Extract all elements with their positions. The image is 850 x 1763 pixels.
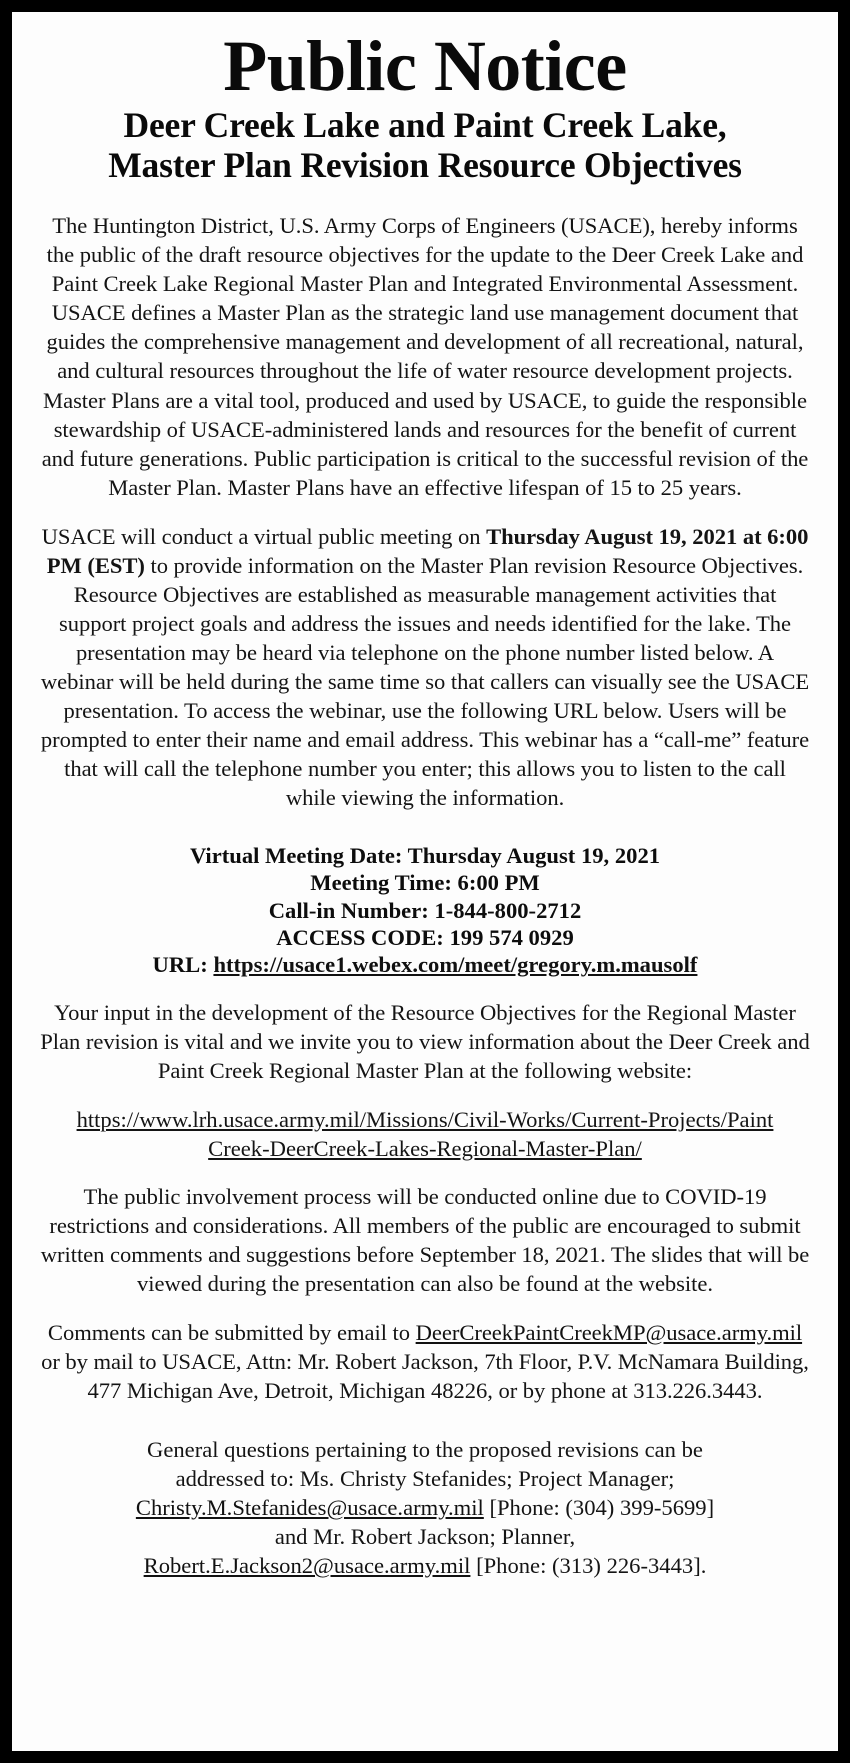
paragraph-input-invite: Your input in the development of the Resource Objectives for the Regional Master Plan revision is vital and we invite you to view information about the Deer Creek and Paint Creek Regional Master Plan at the following website: [40,999,810,1083]
meeting-callin-number-line: Call-in Number: 1-844-800-2712 [268,897,582,923]
project-manager-email-link[interactable]: Christy.M.Stefanides@usace.army.mil [135,1495,484,1521]
paragraph-meeting-info [38,522,812,812]
paragraph-comments-submission [38,1318,812,1405]
meeting-date-line: Virtual Meeting Date: Thursday August 19, 2021 [189,842,661,868]
project-website-url-line-1[interactable]: https://www.lrh.usace.army.mil/Missions/Civil-Works/Current-Projects/Paint [76,1106,774,1132]
contacts-intro-line-2: addressed to: Ms. Christy Stefanides; Project Manager; [175,1466,675,1491]
project-manager-phone: [Phone: (304) 399-5699] [483,1495,715,1521]
page-subtitle-line-2: Master Plan Revision Resource Objectives [108,144,742,185]
general-questions-contacts [38,1435,812,1580]
contact-project-manager-line [38,1493,812,1522]
project-website-url-block[interactable] [38,1105,812,1163]
contacts-intro-line-1: General questions pertaining to the proposed revisions can be [147,1436,703,1462]
planner-email-link[interactable]: Robert.E.Jackson2@usace.army.mil [143,1553,471,1579]
meeting-access-code-line: ACCESS CODE: 199 574 0929 [276,924,574,950]
page-title: Public Notice [223,26,627,106]
paragraph-intro: The Huntington District, U.S. Army Corps of Engineers (USACE), hereby informs the public of the draft resource objectives for the update to the Deer Creek Lake and Paint Creek Lake Regional Master Plan and Integrated Environmental Assessment. USACE defines a Master Plan as the strategic land use management document that guides the comprehensive management and development of all recreational, natural, and cultural resources throughout the life of water resource development projects. Master Plans are a vital tool, produced and used by USACE, to guide the responsible stewardship of USACE-administered lands and resources for the benefit of current and future generations. Public participation is critical to the successful revision of the Master Plan. Master Plans have an effective lifespan of 15 to 25 years. [41,213,809,500]
meeting-url-line [38,951,812,978]
project-website-url-line-2[interactable]: Creek-DeerCreek-Lakes-Regional-Master-Plan/ [208,1135,642,1161]
comments-email-link[interactable]: DeerCreekPaintCreekMP@usace.army.mil [415,1319,803,1345]
meeting-datetime-emphasis: Thursday August 19, 2021 at 6:00 PM (EST) [46,523,809,578]
spacer [38,832,812,842]
notice-border-frame [9,9,841,1754]
meeting-url-label: URL: [152,952,214,978]
spacer [38,1425,812,1435]
meeting-info-text-after: to provide information on the Master Plan revision Resource Objectives. Resource Objectives are established as measurable management activities that support project goals and address the issues and needs identified for the lake. The presentation may be heard via telephone on the phone number listed below. A webinar will be held during the same time so that callers can visually see the USACE presentation. To access the webinar, use the following URL below. Users will be prompted to enter their name and email address. This webinar has a “call-me” feature that will call the telephone number you enter; this allows you to listen to the call while viewing the information. [40,552,810,810]
paragraph-covid-process: The public involvement process will be conducted online due to COVID-19 restrictions and considerations. All members of the public are encouraged to submit written comments and suggestions before September 18, 2021. The slides that will be viewed during the presentation can also be found at the website. [40,1183,810,1296]
masthead [38,26,812,185]
spacer [38,979,812,998]
comments-intro-text: Comments can be submitted by email to [47,1319,416,1345]
meeting-time-line: Meeting Time: 6:00 PM [310,870,540,896]
meeting-info-text-before: USACE will conduct a virtual public meeting on [41,523,487,549]
comments-mail-address-text: or by mail to USACE, Attn: Mr. Robert Jackson, 7th Floor, P.V. McNamara Building, 477 Michigan Ave, Detroit, Michigan 48226, or by phone at 313.226.3443. [41,1348,809,1403]
webex-meeting-link[interactable]: https://usace1.webex.com/meet/gregory.m.mausolf [213,952,698,978]
meeting-details-block [38,842,812,979]
contact-planner-line [38,1551,812,1580]
spacer [38,1163,812,1182]
notice-body [38,211,812,1580]
planner-phone: [Phone: (313) 226-3443]. [470,1553,707,1579]
page-subtitle-line-1: Deer Creek Lake and Paint Creek Lake, [123,104,727,145]
contact-planner-name-line: and Mr. Robert Jackson; Planner, [274,1524,576,1550]
